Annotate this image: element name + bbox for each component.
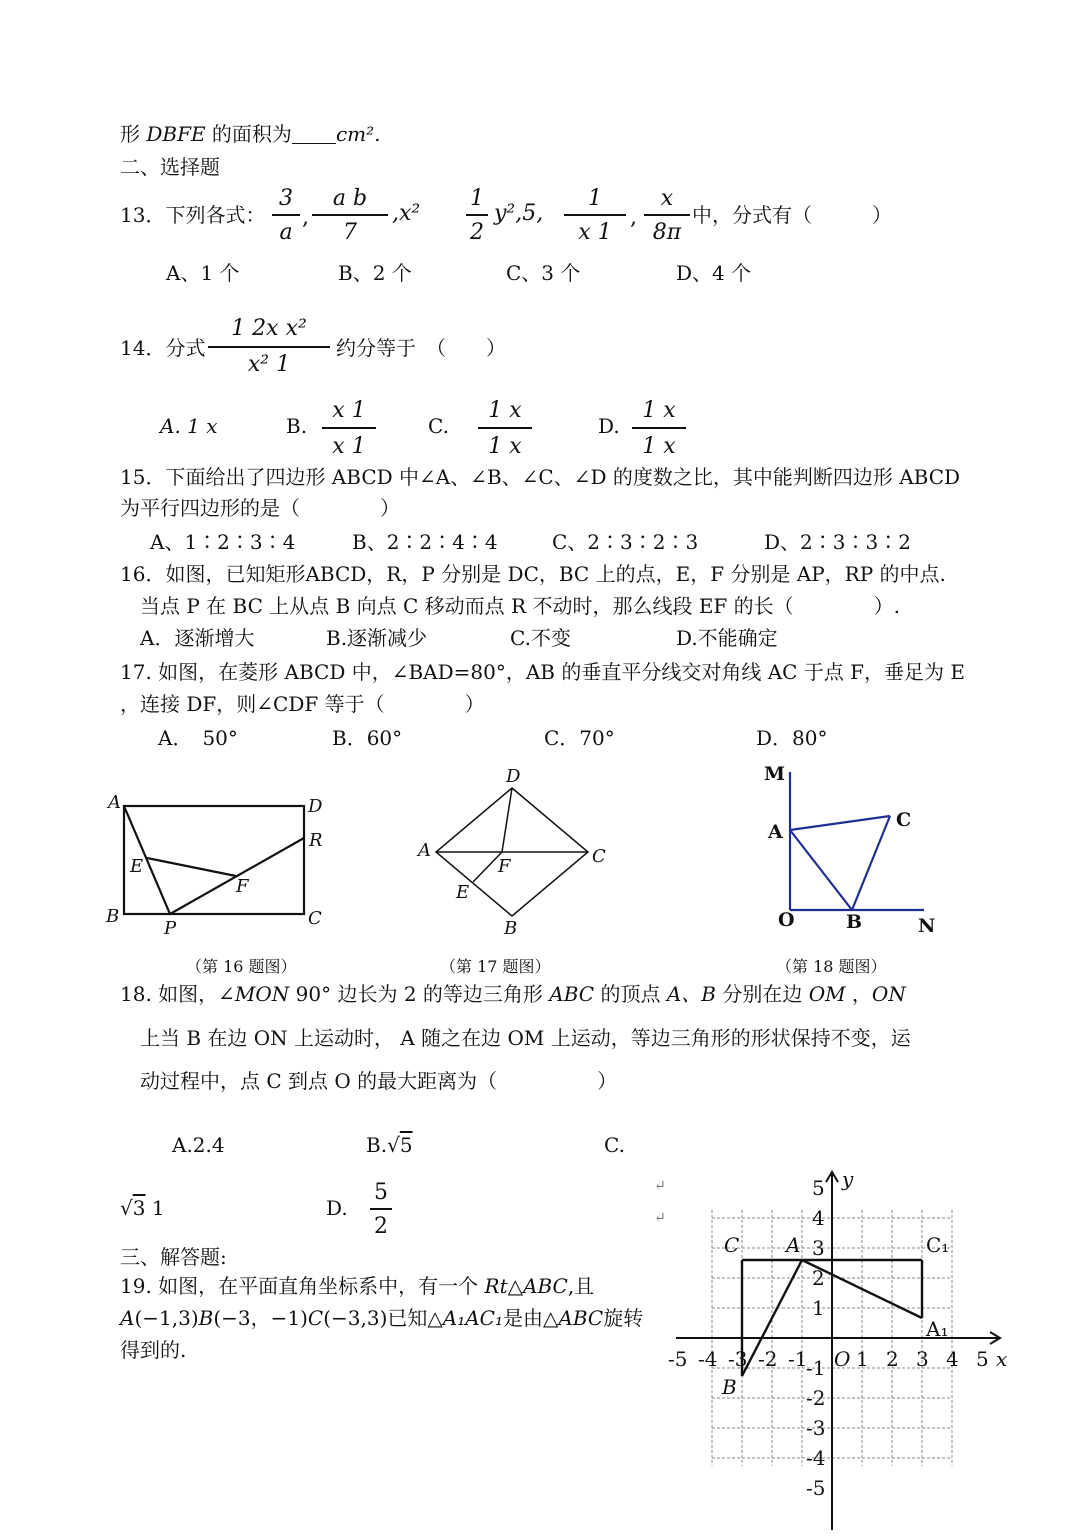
y-tick-label: -5	[806, 1476, 826, 1500]
y-tick-label: -2	[806, 1386, 826, 1410]
x-tick-label: -1	[788, 1347, 808, 1371]
fig16-label-r: R	[309, 830, 323, 851]
y-tick-label: 2	[812, 1266, 825, 1290]
grid-label-c1: C₁	[926, 1233, 950, 1257]
q19-line1: 19. 如图，在平面直角坐标系中，有一个 Rt△ABC,且	[120, 1274, 595, 1298]
fig16-label-a: A	[108, 792, 121, 813]
x-tick-label: -3	[728, 1347, 748, 1371]
q16-line1: 16．如图，已知矩形ABCD，R，P 分别是 DC，BC 上的点，E，F 分别是 AP，RP 的中点.	[120, 562, 946, 586]
q16-option-c: C.不变	[510, 626, 571, 650]
q18-line1: 18. 如图，∠MON 90° 边长为 2 的等边三角形 ABC 的顶点 A、B 分别在边 OM ，ON	[120, 982, 906, 1006]
grid-label-b: B	[722, 1375, 737, 1399]
q14-denominator: x² 1	[247, 352, 291, 377]
q14-option-d-label: D.	[598, 414, 620, 438]
x-tick-label: -2	[758, 1347, 778, 1371]
fig16-label-c: C	[308, 908, 322, 929]
svg-text:↵: ↵	[654, 1178, 666, 1194]
fig18-label-o: O	[778, 909, 795, 931]
q18-option-d-label: D.	[326, 1196, 348, 1220]
q14-option-c-label: C.	[428, 414, 449, 438]
y-tick-label: 4	[812, 1206, 825, 1230]
fig16-label-b: B	[106, 906, 120, 927]
fig16-label-f: F	[236, 876, 249, 897]
q19-line3: 得到的.	[120, 1338, 187, 1362]
q14-option-a: A. 1 x	[160, 414, 218, 438]
q16-option-b: B.逐渐减少	[326, 626, 428, 650]
q14-numerator: 1 2x x²	[231, 316, 307, 341]
q13-option-b: B、2 个	[338, 261, 412, 285]
q16-option-a: A．逐渐增大	[140, 626, 255, 650]
fig18-label-b: B	[846, 911, 863, 933]
q18-line3: 动过程中，点 C 到点 O 的最大距离为（ ）	[140, 1069, 618, 1093]
grid-label-a1: A₁	[926, 1317, 949, 1341]
q13-tail: 中，分式有（ ）	[692, 203, 892, 227]
axis-y-label: y	[842, 1167, 854, 1191]
fig17-label-c: C	[592, 846, 606, 867]
q15-line2: 为平行四边形的是（ ）	[120, 496, 400, 520]
fig16-caption: （第 16 题图）	[186, 957, 297, 976]
q13-option-d: D、4 个	[676, 261, 752, 285]
y-tick-label: 5	[812, 1176, 825, 1200]
q17-option-a: A． 50°	[158, 726, 238, 750]
q18-option-a: A.2.4	[172, 1133, 225, 1157]
x-tick-label: 1	[856, 1347, 869, 1371]
q15-option-c: C、2∶3∶2∶3	[552, 530, 699, 554]
q16-option-d: D.不能确定	[676, 626, 778, 650]
fig16-label-e: E	[130, 856, 144, 877]
q18-option-d-den: 2	[374, 1214, 388, 1239]
q14-option-b-num: x 1	[332, 398, 366, 423]
fig18-label-n: N	[918, 915, 936, 937]
q15-option-b: B、2∶2∶4∶4	[352, 530, 498, 554]
q15-option-a: A、1∶2∶3∶4	[150, 530, 296, 554]
x-tick-label: 3	[916, 1347, 929, 1371]
q14-option-b-label: B.	[286, 414, 308, 438]
q18-option-c-value: √3 1	[120, 1196, 165, 1220]
x-tick-label: 4	[946, 1347, 959, 1371]
fig18-caption: （第 18 题图）	[776, 957, 887, 976]
q14-option-c-den: 1 x	[488, 434, 522, 459]
y-tick-label: -4	[806, 1446, 826, 1470]
q17-option-d: D．80°	[756, 726, 828, 750]
fig17-label-a: A	[418, 840, 431, 861]
x-tick-label: 2	[886, 1347, 899, 1371]
q17-line1: 17. 如图，在菱形 ABCD 中，∠BAD=80°，AB 的垂直平分线交对角线 AC 于点 F，垂足为 E	[120, 660, 966, 684]
grid-label-a: A	[786, 1233, 801, 1257]
y-tick-label: -3	[806, 1416, 826, 1440]
y-tick-label: -1	[806, 1356, 826, 1380]
q14-tail: 约分等于 （ ）	[336, 336, 506, 360]
fig17-label-d: D	[506, 766, 521, 787]
section-2-heading: 二、选择题	[120, 155, 220, 179]
q15-option-d: D、2∶3∶3∶2	[764, 530, 911, 554]
q16-line2: 当点 P 在 BC 上从点 B 向点 C 移动而点 R 不动时，那么线段 EF 的长（ ）.	[140, 594, 901, 618]
fig17-label-b: B	[504, 918, 518, 939]
x-tick-label: -4	[698, 1347, 718, 1371]
section-3-heading: 三、解答题:	[120, 1245, 227, 1269]
fig16-label-d: D	[308, 796, 323, 817]
top-line: 形 DBFE 的面积为 cm².	[120, 122, 381, 146]
x-tick-label: -5	[668, 1347, 688, 1371]
fig18-label-m: M	[764, 763, 786, 785]
fig18-label-c: C	[896, 809, 912, 831]
fig17-label-e: E	[456, 882, 470, 903]
q14-option-d-den: 1 x	[642, 434, 676, 459]
q14-stem: 14．分式	[120, 336, 206, 360]
fig18-label-a: A	[768, 821, 783, 843]
y-tick-label: 1	[812, 1296, 825, 1320]
grid-label-c: C	[724, 1233, 740, 1257]
q17-option-c: C．70°	[544, 726, 615, 750]
q18-line2: 上当 B 在边 ON 上运动时， A 随之在边 OM 上运动，等边三角形的形状保持不变，运	[140, 1026, 911, 1050]
x-tick-label: O	[834, 1347, 851, 1371]
q14-option-d-num: 1 x	[642, 398, 676, 423]
q19-line2: A(−1,3)B(−3，−1)C(−3,3)已知△A₁AC₁是由△ABC旋转	[120, 1306, 644, 1330]
q18-option-d-num: 5	[374, 1180, 388, 1205]
q13-stem: 13．下列各式：	[120, 203, 266, 227]
return-marks	[654, 1178, 666, 1226]
q18-option-b: B.√5	[366, 1133, 413, 1157]
q15-line1: 15．下面给出了四边形 ABCD 中∠A、∠B、∠C、∠D 的度数之比，其中能判断四边形 ABCD	[120, 465, 961, 489]
q14-option-b-den: x 1	[332, 434, 366, 459]
axis-x-label: x	[996, 1347, 1008, 1371]
q18-option-c: C.	[604, 1133, 625, 1157]
q13-option-a: A、1 个	[166, 261, 240, 285]
q13-option-c: C、3 个	[506, 261, 581, 285]
fig16-label-p: P	[164, 918, 177, 939]
y-tick-label: 3	[812, 1236, 825, 1260]
fig17-label-f: F	[498, 856, 511, 877]
x-tick-label: 5	[976, 1347, 989, 1371]
fig17-caption: （第 17 题图）	[440, 957, 551, 976]
svg-text:↵: ↵	[654, 1210, 666, 1226]
q17-option-b: B．60°	[332, 726, 403, 750]
q17-line2: ，连接 DF，则∠CDF 等于（ ）	[120, 692, 485, 716]
q14-option-c-num: 1 x	[488, 398, 522, 423]
